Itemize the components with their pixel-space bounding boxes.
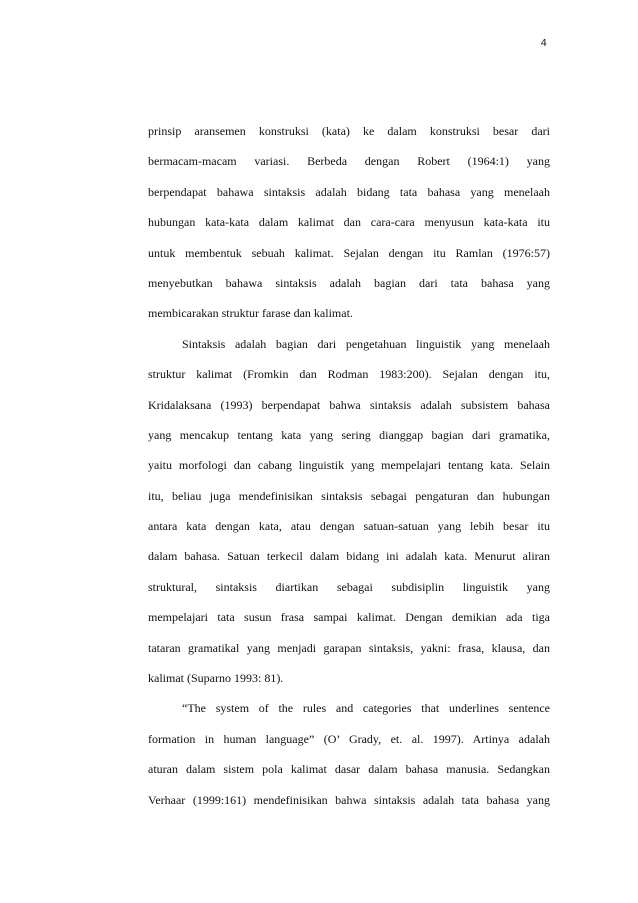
page-number: 4 xyxy=(540,38,547,49)
text-line: struktural, sintaksis diartikan sebagai subdisiplin linguistik yang xyxy=(148,579,550,594)
text-line: membicarakan struktur farase dan kalimat. xyxy=(148,306,353,321)
body-text xyxy=(148,116,550,815)
text-line: itu, beliau juga mendefinisikan sintaksis sebagai pengaturan dan hubungan xyxy=(148,488,550,503)
text-line: aturan dalam sistem pola kalimat dasar dalam bahasa manusia. Sedangkan xyxy=(148,762,550,777)
text-line: prinsip aransemen konstruksi (kata) ke dalam konstruksi besar dari xyxy=(148,124,550,138)
text-line: berpendapat bahawa sintaksis adalah bidang tata bahasa yang menelaah xyxy=(148,184,550,199)
text-line: bermacam-macam variasi. Berbeda dengan Robert (1964:1) yang xyxy=(148,154,550,169)
text-line: yaitu morfologi dan cabang linguistik yang mempelajari tentang kata. Selain xyxy=(148,458,550,473)
text-line: hubungan kata-kata dalam kalimat dan cara-cara menyusun kata-kata itu xyxy=(148,215,550,230)
text-line: formation in human language” (O’ Grady, et. al. 1997). Artinya adalah xyxy=(148,731,550,746)
text-line: Kridalaksana (1993) berpendapat bahwa sintaksis adalah subsistem bahasa xyxy=(148,397,550,412)
text-line: struktur kalimat (Fromkin dan Rodman 1983:200). Sejalan dengan itu, xyxy=(148,367,550,382)
text-line: Verhaar (1999:161) mendefinisikan bahwa sintaksis adalah tata bahasa yang xyxy=(148,792,550,807)
text-line: antara kata dengan kata, atau dengan satuan-satuan yang lebih besar itu xyxy=(148,519,550,534)
text-line: tataran gramatikal yang menjadi garapan sintaksis, yakni: frasa, klausa, dan xyxy=(148,640,550,655)
text-line: untuk membentuk sebuah kalimat. Sejalan dengan itu Ramlan (1976:57) xyxy=(148,245,550,260)
text-line: yang mencakup tentang kata yang sering dianggap bagian dari gramatika, xyxy=(148,427,550,442)
text-line: Sintaksis adalah bagian dari pengetahuan linguistik yang menelaah xyxy=(182,336,550,351)
text-line: dalam bahasa. Satuan terkecil dalam bidang ini adalah kata. Menurut aliran xyxy=(148,549,550,564)
text-line: “The system of the rules and categories that underlines sentence xyxy=(182,701,550,716)
text-line: kalimat (Suparno 1993: 81). xyxy=(148,671,284,686)
text-line: mempelajari tata susun frasa sampai kalimat. Dengan demikian ada tiga xyxy=(148,610,550,625)
text-line: menyebutkan bahawa sintaksis adalah bagian dari tata bahasa yang xyxy=(148,275,550,290)
